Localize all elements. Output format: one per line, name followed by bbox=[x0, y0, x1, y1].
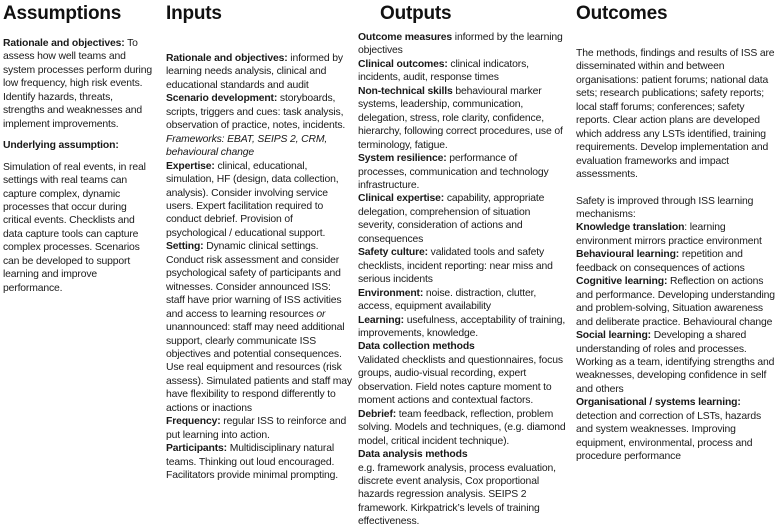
block-label: Expertise: bbox=[166, 160, 215, 172]
block-outcome-measures bbox=[358, 31, 568, 58]
block-text: clinical, educational, simulation, HF (design, data collection, analysis). Consider involving service users. Expert facilitation required to conduct debrief. Provision of psychological / educational support. bbox=[166, 160, 339, 239]
block-text: Validated checklists and questionnaires, focus groups, audio-visual recording, expert observation. Field notes capture moment to moment actions and contextual factors. bbox=[358, 354, 563, 407]
block-learning bbox=[358, 314, 568, 341]
block-label: Organisational / systems learning: bbox=[576, 397, 741, 409]
block-label: Social learning: bbox=[576, 330, 651, 342]
block-text: capability, appropriate delegation, comprehension of situation severity, consideration of actions and consequences bbox=[358, 193, 545, 245]
block-text: repetition and feedback on consequences of actions bbox=[576, 249, 745, 274]
column-body bbox=[576, 47, 778, 464]
block-data-collection-heading bbox=[358, 340, 568, 353]
block-system-resilience bbox=[358, 152, 568, 192]
block-text: The methods, findings and results of ISS are disseminated within and between organisations: patient forums; national data sets; research publications; safety reports; local staff forums; conferences; safety reports. Clear action plans are developed which address any LSTs identified, training requirements. Develop implementation and evaluation frameworks and impact assessments. bbox=[576, 48, 775, 181]
block-text: Safety is improved through ISS learning mechanisms: bbox=[576, 195, 754, 220]
block-expertise bbox=[166, 160, 352, 241]
block-label: Safety culture: bbox=[358, 247, 428, 259]
block-text: e.g. framework analysis, process evaluation, discrete event analysis, Cox proportional hazards regression analysis. SEIPS 2 framework. Kirkpatrick’s levels of training effectiveness. bbox=[358, 462, 556, 528]
block-text: Simulation of real events, in real settings with real teams can capture complex, dynamic processes that occur during critical events. Checklists and data capture tools can capture complex processes. Scenarios can be developed to support learning and improve performance. bbox=[3, 161, 146, 294]
block-text: Developing a shared understanding of roles and processes. Working as a team, identifying strengths and weaknesses, developing confidence in self and others bbox=[576, 330, 775, 395]
block-label: Setting: bbox=[166, 241, 204, 253]
block-label: Environment: bbox=[358, 287, 424, 299]
block-data-analysis bbox=[358, 462, 568, 529]
block-knowledge-translation bbox=[576, 221, 778, 248]
block-rationale bbox=[3, 37, 155, 131]
block-label: Frequency: bbox=[166, 416, 221, 428]
block-data-collection bbox=[358, 354, 568, 408]
block-participants bbox=[166, 442, 352, 482]
block-frequency bbox=[166, 415, 352, 442]
block-text: clinical indicators, incidents, audit, response times bbox=[358, 58, 529, 84]
column-body bbox=[3, 37, 155, 295]
block-label: Non-technical skills bbox=[358, 85, 453, 97]
block-label: Clinical expertise: bbox=[358, 193, 445, 205]
block-label: Data collection methods bbox=[358, 341, 475, 353]
block-environment bbox=[358, 287, 568, 314]
block-text: regular ISS to reinforce and put learning into action. bbox=[166, 416, 347, 441]
block-text-2: unannounced: staff may need additional support, clearly communicate ISS objectives and potential consequences. Use real equipment and resources (risk assess). Simulated patients and staff may have flexibility to respond differently to actions or inactions bbox=[166, 322, 352, 414]
block-simulation bbox=[3, 161, 155, 296]
block-text: Dynamic clinical settings. Conduct risk assessment and consider psychological safety of participants and witnesses. Consider announced ISS: staff have prior warning of ISS activities and access to learning resources bbox=[166, 241, 342, 320]
block-data-analysis-heading bbox=[358, 448, 568, 461]
block-dissemination bbox=[576, 47, 778, 182]
block-label: Participants: bbox=[166, 443, 227, 455]
block-label: Debrief: bbox=[358, 408, 397, 420]
block-label: Behavioural learning: bbox=[576, 249, 680, 261]
block-text: To assess how well teams and system processes perform during low frequency, high risk events. Identify hazards, threats, strengths and weaknesses and implement improvements. bbox=[3, 38, 152, 130]
block-clinical-outcomes bbox=[358, 58, 568, 85]
block-clinical-expertise bbox=[358, 192, 568, 246]
block-label: Data analysis methods bbox=[358, 449, 468, 461]
block-text: validated tools and safety checklists, incident reporting: near miss and serious incidents bbox=[358, 247, 553, 286]
block-text: usefulness, acceptability of training, improvements, knowledge. bbox=[358, 314, 566, 339]
column-body bbox=[166, 52, 352, 483]
column-title: Assumptions bbox=[3, 3, 122, 24]
column-title: Outcomes bbox=[576, 3, 668, 24]
block-setting bbox=[166, 240, 352, 415]
block-text: detection and correction of LSTs, hazards and system weaknesses. Improving equipment, environmental, process and procedure performance bbox=[576, 410, 762, 463]
block-cognitive-learning bbox=[576, 275, 778, 329]
block-debrief bbox=[358, 408, 568, 448]
block-behavioural-learning bbox=[576, 248, 778, 275]
block-italic: Frameworks: EBAT, SEIPS 2, CRM, behavioural change bbox=[166, 133, 328, 159]
block-safety-intro bbox=[576, 195, 778, 222]
block-text: storyboards, scripts, triggers and cues: task analysis, observation of practice, notes, incidents. bbox=[166, 93, 346, 132]
block-italic: or bbox=[316, 308, 326, 320]
block-label: System resilience: bbox=[358, 153, 447, 165]
block-label: Scenario development: bbox=[166, 93, 278, 105]
block-label: Knowledge translation bbox=[576, 222, 685, 234]
block-text: : learning environment mirrors practice environment bbox=[576, 222, 762, 247]
block-organisational-learning bbox=[576, 396, 778, 463]
block-text: behavioural marker systems, leadership, communication, delegation, stress, role clarity, confidence, hierarchy, following correct procedures, use of terminology, fatigue. bbox=[358, 85, 563, 151]
block-text: noise. distraction, clutter, access, equipment availability bbox=[358, 287, 537, 313]
block-text: informed by learning needs analysis, clinical and educational standards and audit bbox=[166, 53, 343, 91]
block-label: Underlying assumption: bbox=[3, 140, 119, 152]
block-text: performance of processes, communication and technology infrastructure. bbox=[358, 153, 549, 191]
block-text: Multidisciplinary natural teams. Thinking out loud encouraged. Facilitators provide minimal prompting. bbox=[166, 443, 339, 482]
block-label: Outcome measures bbox=[358, 32, 453, 43]
block-scenario bbox=[166, 92, 352, 159]
block-safety-culture bbox=[358, 246, 568, 286]
block-label: Learning: bbox=[358, 314, 404, 326]
block-label: Rationale and objectives: bbox=[166, 53, 288, 64]
block-label: Cognitive learning: bbox=[576, 276, 668, 288]
block-text: Reflection on actions and performance. Developing understanding and problem-solving, Situation awareness and deliberate practice. Behavioural change bbox=[576, 276, 775, 328]
block-social-learning bbox=[576, 329, 778, 396]
block-non-technical-skills bbox=[358, 85, 568, 152]
block-text: team feedback, reflection, problem solving. Models and techniques, (e.g. diamond model, critical incident technique). bbox=[358, 408, 566, 447]
column-title: Inputs bbox=[166, 3, 222, 24]
block-label: Rationale and objectives: bbox=[3, 38, 125, 49]
column-title: Outputs bbox=[380, 3, 452, 24]
block-underlying bbox=[3, 139, 155, 152]
block-rationale bbox=[166, 52, 352, 92]
column-body bbox=[358, 31, 568, 529]
block-text: informed by the learning objectives bbox=[358, 32, 563, 57]
block-label: Clinical outcomes: bbox=[358, 58, 448, 70]
